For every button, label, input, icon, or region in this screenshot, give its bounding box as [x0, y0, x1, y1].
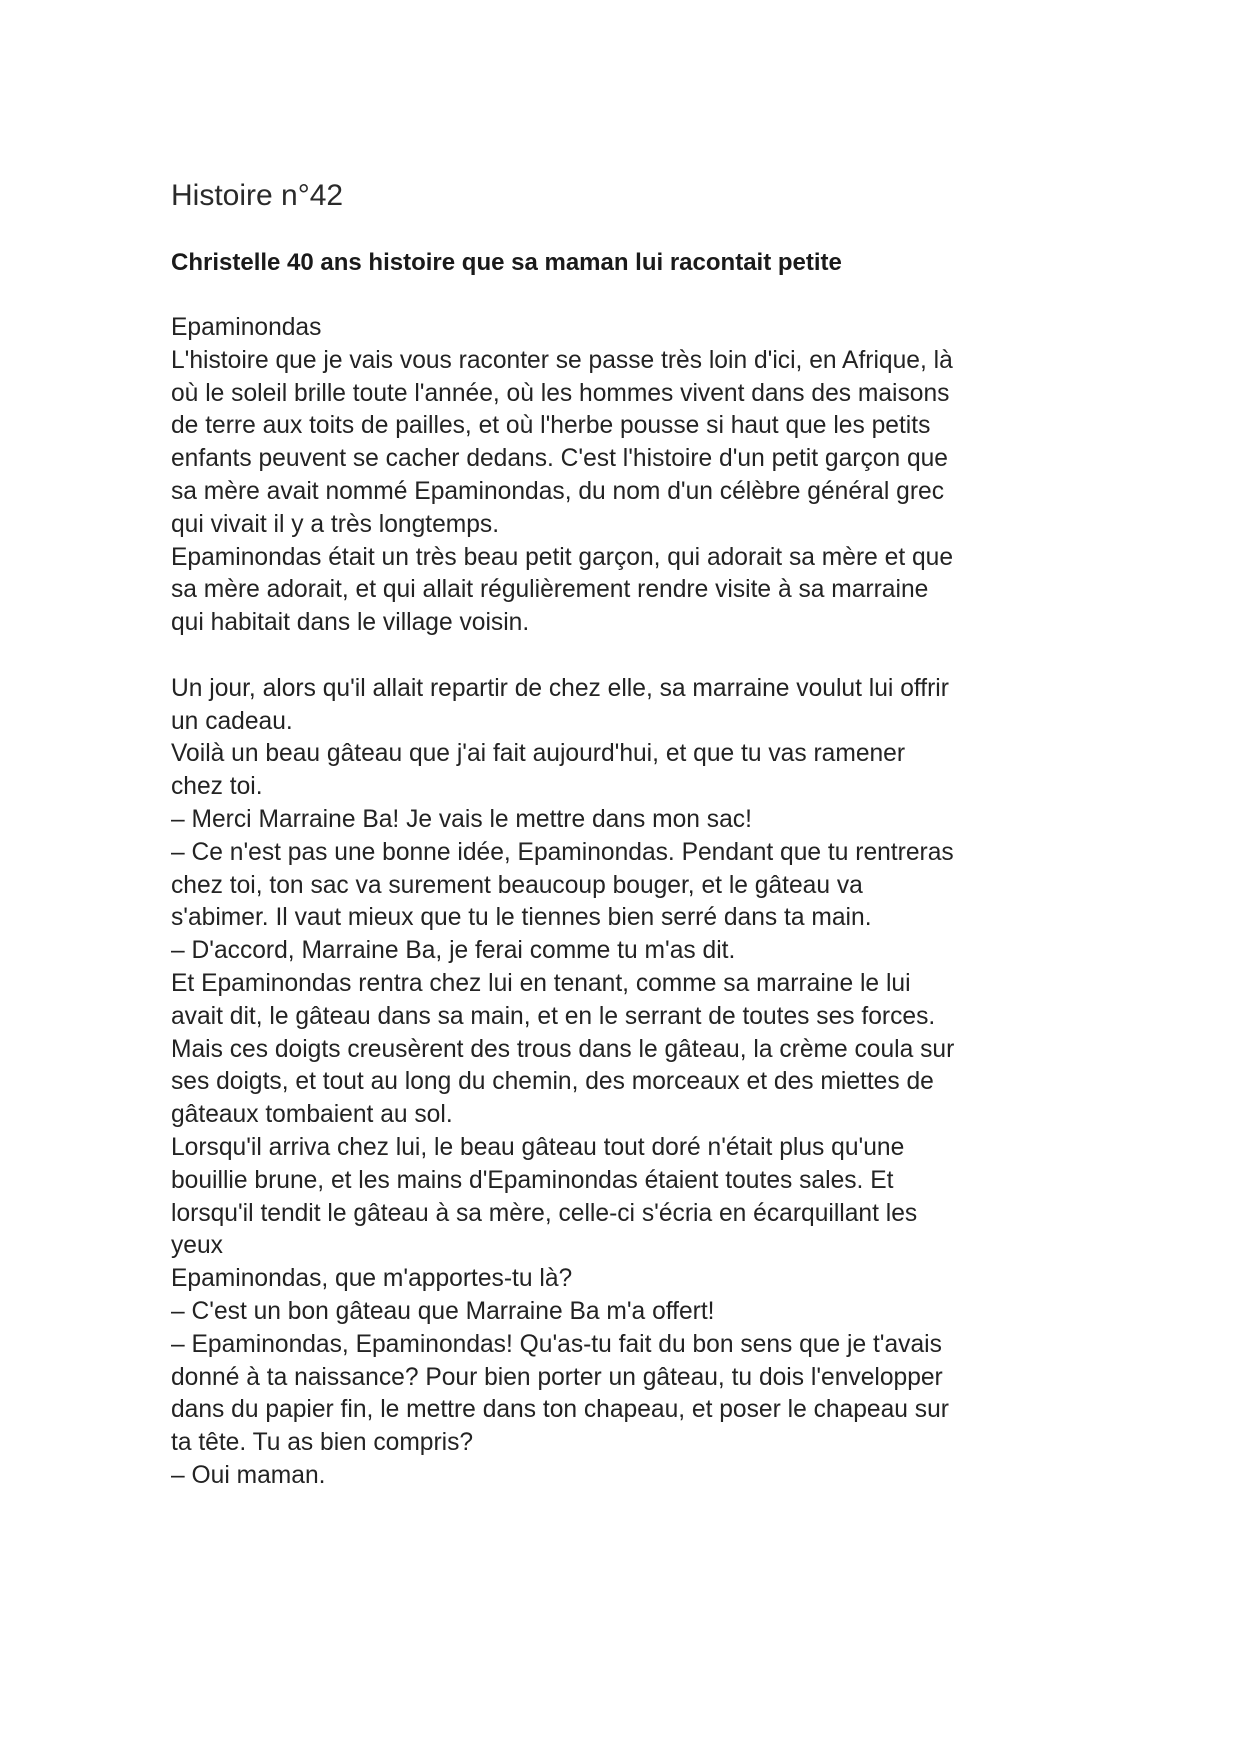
text-line: qui vivait il y a très longtemps.	[171, 510, 500, 538]
text-line: bouillie brune, et les mains d'Epaminondas étaient toutes sales. Et	[171, 1166, 894, 1194]
text-line: Et Epaminondas rentra chez lui en tenant, comme sa marraine le lui	[171, 969, 911, 997]
text-line: Epaminondas, que m'apportes-tu là?	[171, 1265, 573, 1293]
paragraph-break	[171, 640, 1071, 673]
text-line: yeux	[171, 1232, 223, 1260]
text-line: donné à ta naissance? Pour bien porter un gâteau, tu dois l'envelopper	[171, 1363, 943, 1391]
text-line: où le soleil brille toute l'année, où les hommes vivent dans des maisons	[171, 379, 950, 407]
text-line: Mais ces doigts creusèrent des trous dans le gâteau, la crème coula sur	[171, 1035, 955, 1063]
text-line: Lorsqu'il arriva chez lui, le beau gâteau tout doré n'était plus qu'une	[171, 1133, 905, 1161]
text-line: Voilà un beau gâteau que j'ai fait aujourd'hui, et que tu vas ramener	[171, 740, 906, 768]
text-line: dans du papier fin, le mettre dans ton chapeau, et poser le chapeau sur	[171, 1396, 949, 1424]
story-body	[171, 312, 1071, 1493]
text-line: de terre aux toits de pailles, et où l'herbe pousse si haut que les petits	[171, 412, 931, 440]
text-line: qui habitait dans le village voisin.	[171, 609, 530, 637]
text-line: – Epaminondas, Epaminondas! Qu'as-tu fait du bon sens que je t'avais	[171, 1330, 942, 1358]
text-line: enfants peuvent se cacher dedans. C'est l'histoire d'un petit garçon que	[171, 445, 948, 473]
text-line: Epaminondas	[171, 314, 322, 341]
text-line: s'abimer. Il vaut mieux que tu le tiennes bien serré dans ta main.	[171, 904, 872, 932]
text-line: Un jour, alors qu'il allait repartir de chez elle, sa marraine voulut lui offrir	[171, 674, 949, 702]
text-line: chez toi.	[171, 773, 263, 801]
text-line: – C'est un bon gâteau que Marraine Ba m'a offert!	[171, 1297, 715, 1325]
text-line: chez toi, ton sac va surement beaucoup bouger, et le gâteau va	[171, 871, 863, 899]
text-line: L'histoire que je vais vous raconter se passe très loin d'ici, en Afrique, là	[171, 346, 953, 374]
text-line: sa mère avait nommé Epaminondas, du nom d'un célèbre général grec	[171, 477, 944, 505]
text-line: – Ce n'est pas une bonne idée, Epaminondas. Pendant que tu rentreras	[171, 838, 954, 866]
document-page	[171, 178, 1071, 1493]
text-line: gâteaux tombaient au sol.	[171, 1101, 453, 1129]
text-line: avait dit, le gâteau dans sa main, et en le serrant de toutes ses forces.	[171, 1002, 936, 1030]
text-line: un cadeau.	[171, 707, 293, 735]
text-line: Epaminondas était un très beau petit garçon, qui adorait sa mère et que	[171, 543, 954, 571]
text-line: – Oui maman.	[171, 1461, 326, 1489]
text-line: ses doigts, et tout au long du chemin, des morceaux et des miettes de	[171, 1068, 934, 1096]
text-line: – D'accord, Marraine Ba, je ferai comme tu m'as dit.	[171, 937, 736, 965]
text-line: lorsqu'il tendit le gâteau à sa mère, celle-ci s'écria en écarquillant les	[171, 1199, 918, 1227]
text-line: sa mère adorait, et qui allait régulièrement rendre visite à sa marraine	[171, 576, 929, 604]
document-subtitle: Christelle 40 ans histoire que sa maman lui racontait petite	[171, 249, 842, 276]
text-line: – Merci Marraine Ba! Je vais le mettre dans mon sac!	[171, 805, 752, 833]
document-title: Histoire n°42	[171, 179, 344, 212]
text-line: ta tête. Tu as bien compris?	[171, 1429, 474, 1457]
